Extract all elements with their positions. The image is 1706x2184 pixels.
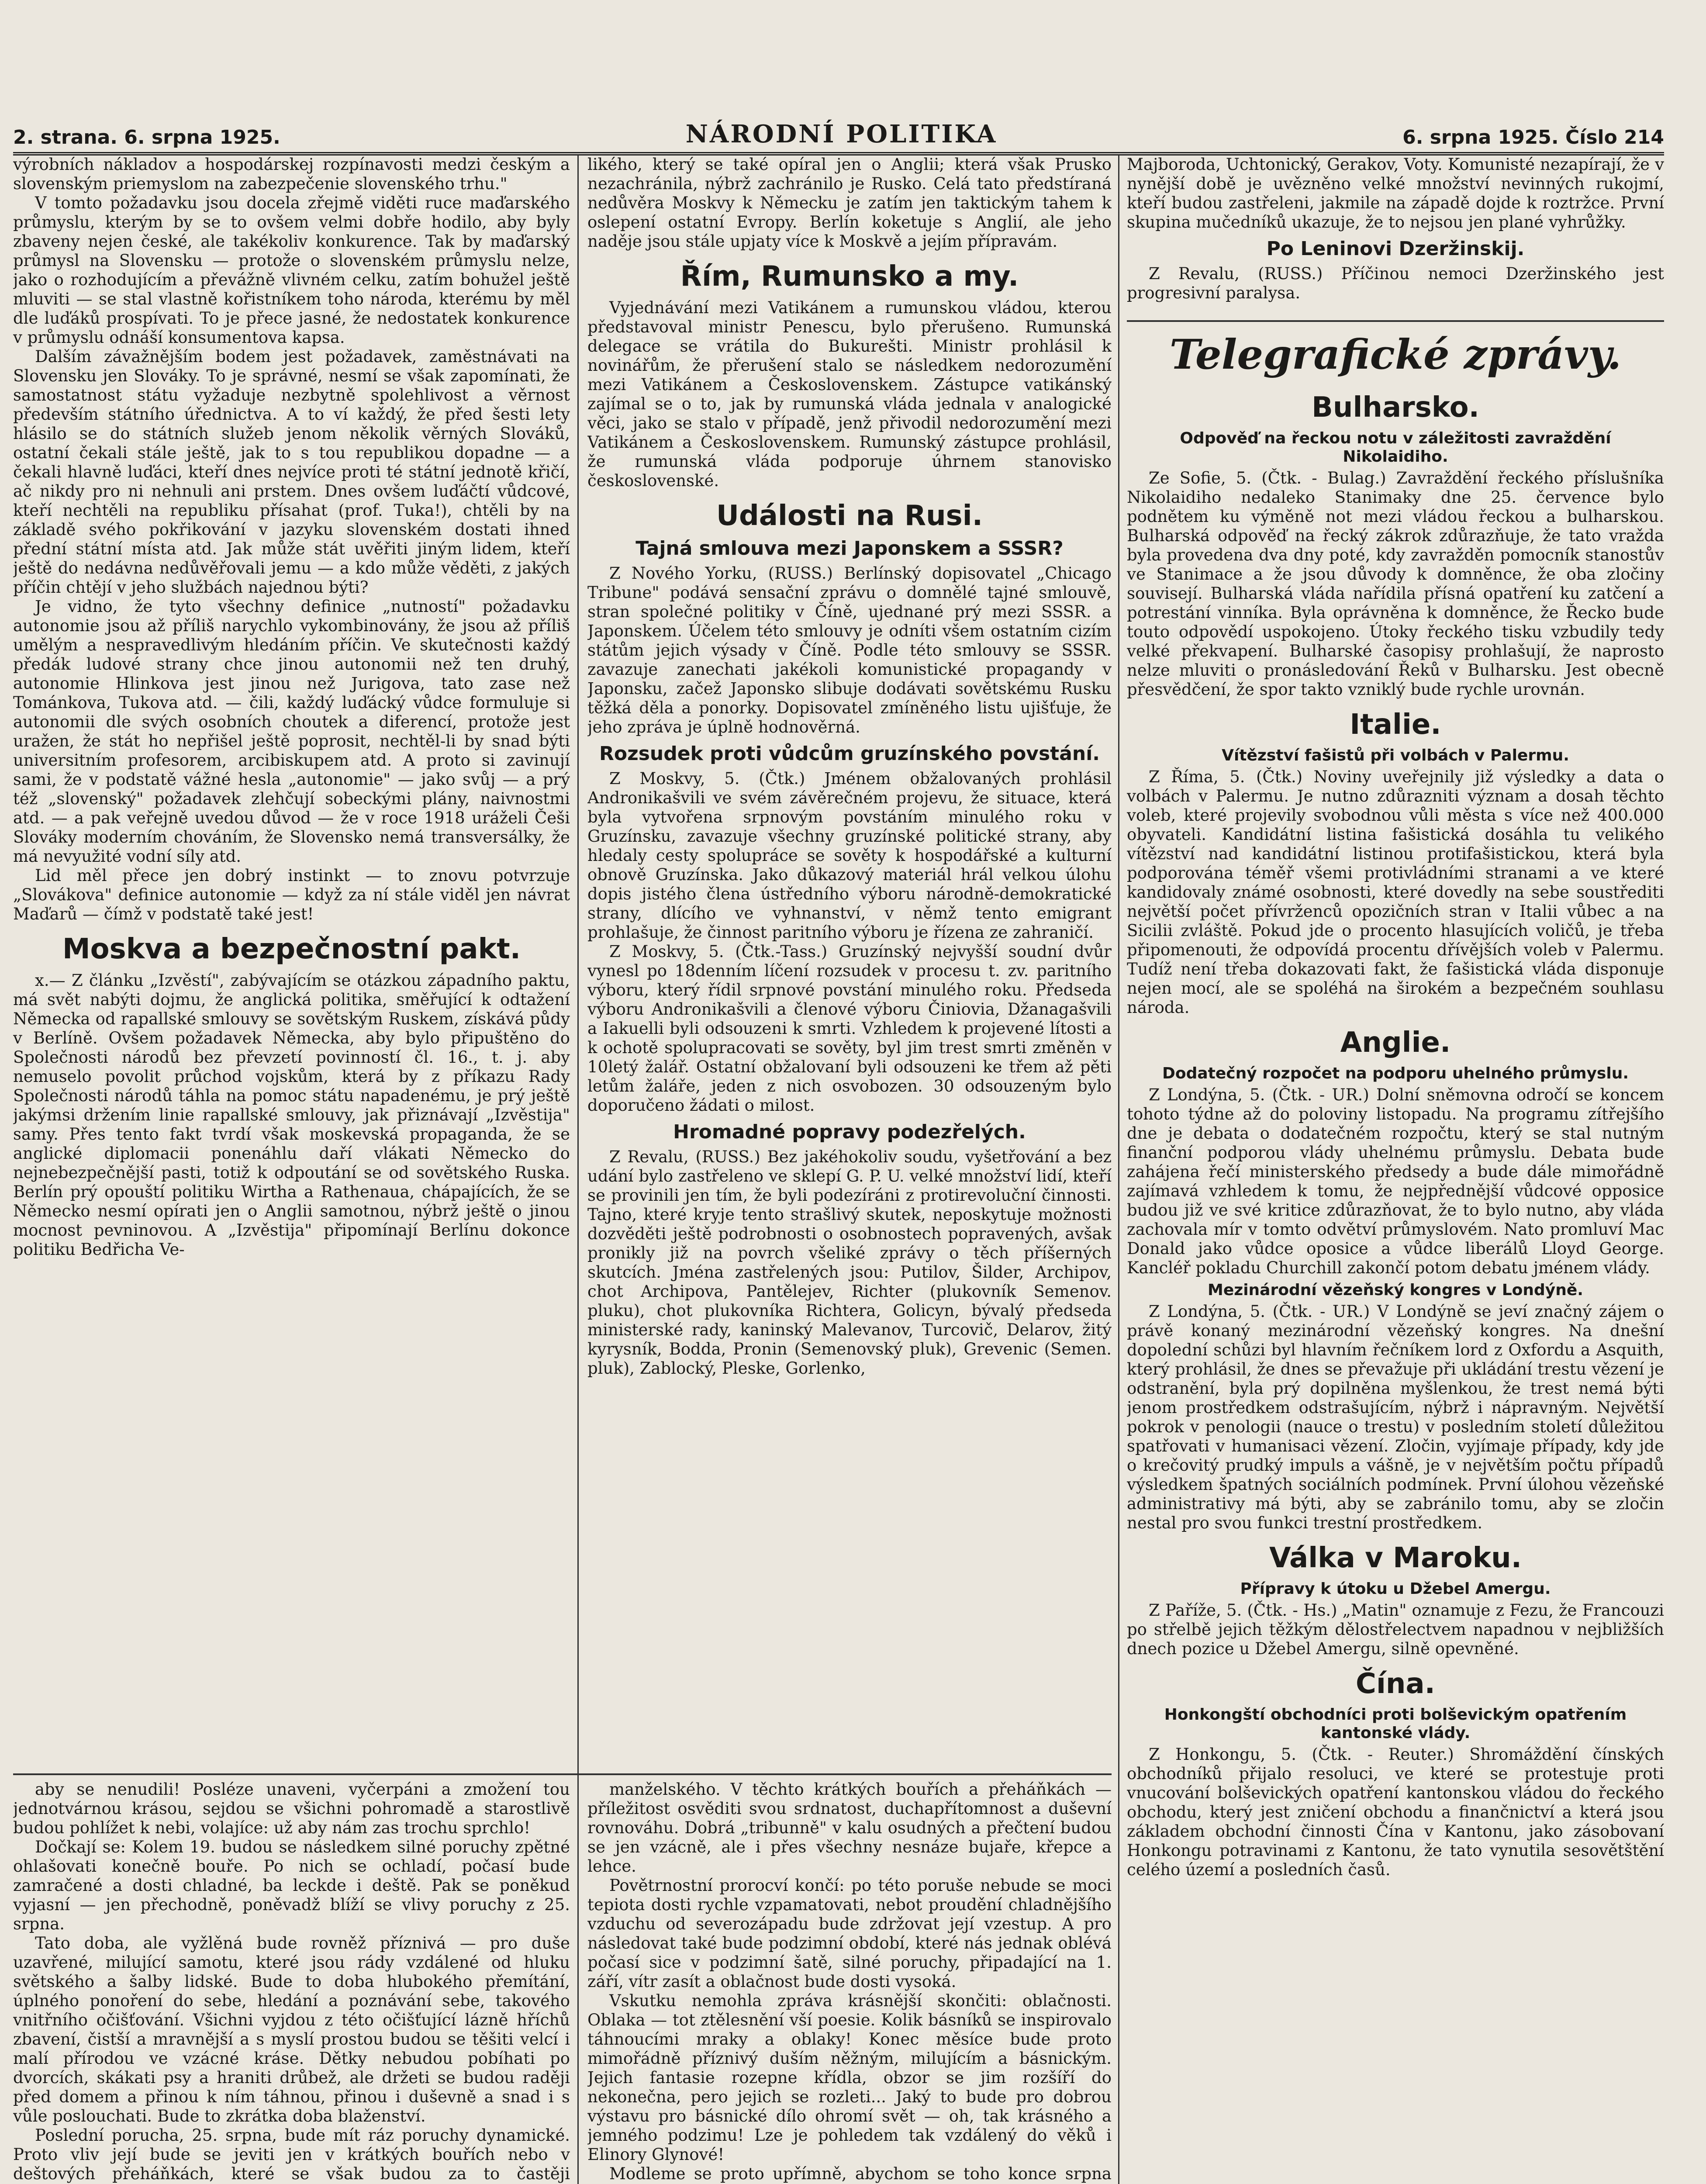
paragraph: Modleme se proto upřímně, abychom se toho konce srpna [609, 2164, 1112, 2183]
paragraph: Z Moskvy, 5. (Čtk.-Tass.) Gruzínský nejvyšší soudní dvůr vynesl po 18denním líčení rozsudek v procesu t. zv. paritního výboru, který řídil srpnové povstání minulého roku. Předseda výboru Andronikašvili a členové výboru Činiovia, Džanagašvili a Iakuelli byli odsouzeni k smrti. Vzhledem k projevené lítosti a k ochotě spolupracovati se sověty, byl jim trest smrti změněn v 10letý žalář. Ostatní obžalovaní byli odsouzeni ke třem až pěti letům žaláře, jeden z nich osvobozen. 30 odsouzeným bylo doporučeno žádati o milost. [587, 942, 1112, 1115]
masthead: NÁRODNÍ POLITIKA [685, 120, 998, 149]
paragraph: Dalším závažnějším bodem jest požadavek, zaměstnávati na Slovensku jen Slováky. To je správné, nesmí se však zapomínati, že samostatnost státu vyžaduje nezbytně spolehlivost a věrnost především státního úřednictva. A to ví každý, že před šesti lety hlásilo se do státních služeb jenom několik věrných Slováků, ostatní čekali stále ještě, jak to s tou republikou dopadne — a čekali hlavně luďáci, kteří dnes nejvíce proti té státní jednotě křičí, ač nikdy pro ni nehnuli ani prstem. Dnes ovšem luďáčtí vůdcové, kteří nechtěli na republiku přísahat (prof. Tuka!), chtěli by na základě svého pokřikování v jazyku slovenském dostati ihned přední státní místa atd. Jak může stát uvěřiti jiným lidem, kteří ještě do nedávna nedůvěřovali jemu — a kdo může věděti, z jakých příčin chtějí v jeho službách najednou býti? [13, 347, 570, 597]
paragraph: Povětrnostní prorocví končí: po této poruše nebude se moci tepiota dosti rychle vzpamatovati, nebot proudění chladnějšího vzduchu od severozápadu bude zdržovat její vzestup. A pro následovat také bude podzimní období, které nás jednak oblévá počasí sice v podzimní šatě, silné poruchy, připadající na 1. září, vítr zasít a oblačnost bude dosti vysoká. [587, 1876, 1112, 1991]
paragraph: V tomto požadavku jsou docela zřejmě viděti ruce maďarského průmyslu, kterým by se to ovšem velmi dobře hodilo, aby byly zbaveny nejen české, ale takékoliv konkurence. Tak by maďarský průmysl na Slovensku — protože o slovenském průmyslu nelze, jako o rozhodujícím a převážně vlivném celku, zatím bohužel ještě mluviti — se stal vlastně kořistníkem toho národa, kterému by měl dle luďáků prospívati. To je přece jasné, že nedostatek konkurence v průmyslu odnáší konsumentova kapsa. [13, 194, 570, 347]
country-headline: Anglie. [1340, 1026, 1451, 1059]
paragraph: aby se nenudili! Posléze unaveni, vyčerpáni a zmožení tou jednotvárnou krásou, sejdou se všichni pohromadě a starostlivě budou pohlížet k nebi, volajíce: už aby nám zas trochu sprchlo! [13, 1780, 570, 1837]
article-subheadline: Přípravy k útoku u Džebel Amergu. [1240, 1580, 1551, 1598]
article-subheadline: Vítězství fašistů při volbách v Palermu. [1222, 746, 1569, 764]
column-2 [587, 155, 1112, 1771]
section-headline: Události na Rusi. [716, 500, 983, 532]
column-rule-2 [1118, 155, 1119, 2184]
header-right: 6. srpna 1925. Číslo 214 [1402, 126, 1664, 149]
country-headline: Italie. [1350, 708, 1441, 741]
article-subheadline: Hromadné popravy podezřelých. [673, 1121, 1026, 1143]
paragraph: manželského. V těchto krátkých bouřích a přeháňkách — příležitost osvěditi svou srdnatost, duchapřítomnost a duševní rovnováhu. Dobrá „tribunně" v kalu osudných a přečtení budou se jen vzácně, ale i přes všechny nesnáze bujaře, křepce a lehce. [587, 1780, 1112, 1876]
paragraph: Dočkají se: Kolem 19. budou se následkem silné poruchy zpětné ohlašovati konečně bouře. Po nich se ochladí, počasí bude zamračené a dosti chladné, ba leckde i deště. Pak se poněkud vyjasní — jen přechodně, poněvadž blíží se vlivy poruchy z 25. srpna. [13, 1838, 570, 1933]
article-subheadline: Tajná smlouva mezi Japonskem a SSSR? [635, 537, 1064, 560]
paragraph: Lid měl přece jen dobrý instinkt — to znovu potvrzuje „Slovákova" definice autonomie — když za ní stále viděl jen návrat Maďarů — čímž v podstatě také jest! [13, 866, 570, 923]
column-3 [1127, 155, 1664, 2184]
article-headline: Moskva a bezpečnostní pakt. [62, 933, 521, 965]
page-header [13, 118, 1664, 156]
paragraph: Majboroda, Uchtonický, Gerakov, Voty. Komunisté nezapírají, že v nynější době je uvězněno velké množství nevinných rukojmí, kteří budou zastřeleni, jakmile na západě dojde k roztržce. První skupina mučedníků ukazuje, že to nejsou jen plané vyhrůžky. [1127, 155, 1664, 232]
paragraph: Ze Sofie, 5. (Čtk. - Bulag.) Zavraždění řeckého příslušníka Nikolaidiho nedaleko Stanimaky dne 25. července bylo podnětem ku výměně not mezi vládou řeckou a bulharskou. Bulharská odpověď na řecký zákrok zdůrazňuje, že tato vražda byla provedena dva dny poté, kdy zavražděn pomocník stanostův ve Stanimace a že jsou důvody k domněnce, že oba zločiny souvisejí. Bulharská vláda nařídila přísná opatření ku zatčení a potrestání vinníka. Byla oprávněna k domněnce, že Řecko bude touto odpovědí uspokojeno. Útoky řeckého tisku vzbudily tedy velké překvapení. Bulharské časopisy prohlašují, že naprosto nelze mluviti o pronásledování Řeků v Bulharsku. Jest obecně přesvědčení, že spor takto vzniklý bude rychle urovnán. [1127, 469, 1664, 699]
paragraph: Z Revalu, (RUSS.) Příčinou nemoci Dzeržinského jest progresivní paralysa. [1127, 264, 1664, 302]
paragraph: Je vidno, že tyto všechny definice „nutností" požadavku autonomie jsou až příliš narychlo vykombinovány, že jsou až příliš umělým a nespravedlivým hledáním příčin. Ve skutečnosti každý předák ludové strany chce jinou autonomii než ten druhý, autonomie Hlinkova jest jinou než Jurigova, tato zase než Tománkova, Tukova atd. — čili, každý luďácký vůdce formuluje si autonomii dle svých osobních choutek a diferencí, protože jest uražen, že stát ho nepřišel ještě poprosit, nechtěl-li by snad býti universitním profesorem, arcibiskupem atd. A proto si zavinují sami, že v podstatě vážné hesla „autonomie" — jako svůj — a prý též „slovenský" požadavek zlehčují sobeckými plány, naivnostmi atd. — a pak veřejně uvedou důvod — že v roce 1918 uráželi Češi Slováky moderním chováním, že Slovensko nemá transversálky, že má nevyužité vodní síly atd. [13, 597, 570, 866]
article-subheadline: Odpověď na řeckou notu v záležitosti zavraždění Nikolaidiho. [1180, 429, 1611, 466]
paragraph: Z Paříže, 5. (Čtk. - Hs.) „Matin" oznamuje z Fezu, že Francouzi po střelbě jejich těžkým dělostřelectvem napadnou v nejbližších dnech pozice u Džebel Amergu, silně opevněné. [1127, 1601, 1664, 1658]
column-1 [13, 155, 570, 1771]
article-subheadline: Honkongští obchodníci proti bolševickým opatřením kantonské vlády. [1164, 1706, 1627, 1742]
paragraph: Z Revalu, (RUSS.) Bez jakéhokoliv soudu, vyšetřování a bez udání bylo zastřeleno ve sklepí G. P. U. velké množství lidí, kteří se provinili jen tím, že byli podezíráni z protirevoluční činnosti. Tajno, které kryje tento strašlivý skutek, neposkytuje možnosti dozvěděti ještě podrobnosti o osobnostech popravených, avšak pronikly již na povrch všeliké zprávy o těch příšerných skutcích. Jména zastřelených jsou: Putilov, Šilder, Archipov, chot Archipova, Pantělejev, Richter (plukovník Semenov. pluku), chot plukovníka Richtera, Golicyn, bývalý předseda ministerské rady, kaninský Malevanov, Turcovič, Delarov, žitý kyrysník, Bodda, Pronin (Semenovský pluk), Grevenic (Semen. pluk), Zablocký, Pleske, Gorlenko, [587, 1147, 1112, 1378]
paragraph: Vyjednávání mezi Vatikánem a rumunskou vládou, kterou představoval ministr Penescu, bylo přerušeno. Rumunská delegace se vrátila do Bukurešti. Ministr prohlásil k novinářům, že přerušení stalo se následkem nedorozumění mezi Vatikánem a Československem. Zástupce vatikánský zajímal se o to, jak by rumunská vláda jednala v analogické věci, jako se stalo v případě, jenž přivodil nedorozumění mezi Vatikánem a Československem. Rumunský zástupce prohlásil, že rumunská vláda podporuje úhrnem stanovisko československé. [587, 298, 1112, 490]
paragraph: Z Londýna, 5. (Čtk. - UR.) V Londýně se jeví značný zájem o právě konaný mezinárodní vězeňský kongres. Na dnešní dopolední schůzi byl hlavním řečníkem lord z Oxfordu a Asquith, který prohlásil, že dnes se převažuje při ukládání trestu vězení je odstranění, byla prý dopilněna myšlenkou, že trest nemá býti jenom prostředkem odstrašujícím, nýbrž i nápravným. Největší pokrok v penologii (nauce o trestu) v posledním století důležitou spatřovati v humanisaci vězení. Zločin, vyjímaje případy, kdy jde o krečovitý prudký impuls a vášně, je v největším počtu případů výsledkem špatných sociálních podmínek. První úlohou vězeňské administrativy má býti, aby se zabránilo tomu, aby se zločin nestal pro svou funkci trestní prostředkem. [1127, 1302, 1664, 1532]
article-subheadline: Po Leninovi Dzeržinskij. [1266, 238, 1525, 260]
paragraph: Tato doba, ale vyžlěná bude rovněž příznivá — pro duše uzavřené, milující samotu, které jsou rády vzdálené od hluku světského a šalby lidské. Bude to doba hlubokého přemítání, úplného ponoření do sebe, hledání a poznávání sebe, takového vnitřního očišťování. Všichni vyjdou z této očišťující lázně hříchů zbavení, čistší a mravnější a s myslí prostou budou se těšiti velcí i malí přírodou ve vzácné kráse. Dětky nebudou pobíhati po dvorcích, skákati psy a hraniti drůbež, ale držeti se budou raději před domem a přinou k ním táhnou, přinou i duševně a snad i s vůle poslouchati. Bude to zkrátka doba blaženství. [13, 1934, 570, 2125]
article-subheadline: Mezinárodní vězeňský kongres v Londýně. [1208, 1281, 1583, 1299]
paragraph: Z Londýna, 5. (Čtk. - UR.) Dolní sněmovna odročí se koncem tohoto týdne až do poloviny listopadu. Na programu zítřejšího dne je debata o dodatečném rozpočtu, který se stal nutným finanční podporou vlády uhelnému průmyslu. Debata bude zahájena řečí ministerského předsedy a bude dále mimořádně zajímavá vzhledem k tomu, že nejpřednější vůdcové opposice budou již ve své kritice zdůrazňovat, že to bylo nutno, aby vláda zachovala mír v tomto odvětví průmyslovém. Nato promluví Mac Donald jako vůdce oposice a vůdce liberálů Lloyd George. Kancléř pokladu Churchill zakončí potom debatu jménem vlády. [1127, 1085, 1664, 1277]
feuilleton-column-1 [13, 1780, 570, 2184]
paragraph: x.— Z článku „Izvěstí", zabývajícím se otázkou západního paktu, má svět nabýti dojmu, že anglická politika, směřující k odtažení Německa od rapallské smlouvy se sovětským Ruskem, získává půdy v Berlíně. Ovšem požadavek Německa, aby bylo připuštěno do Společnosti národů bez převzetí povinností čl. 16., t. j. aby nemuselo povolit průchod vojskům, která by z příkazu Rady Společnosti národů táhla na pomoc státu napadenému, je prý ještě jakýmsi držením linie rapallské smlouvy, jak přiznávají „Izvěstija" samy. Přes tento fakt tvrdí však moskevská propaganda, že se anglické diplomacii ponenáhlu daří vlákati Německo do nejnebezpečnější pasti, totiž k odpoutání se od sovětského Ruska. Berlín prý opouští politiku Wirtha a Rathenaua, chápajících, že se Německo nesmí opírati jen o Anglii samotnou, nýbrž ještě o jinou mocnost pevninovou. A „Izvěstija" připomínají Berlínu dokonce politiku Bedřicha Ve- [13, 971, 570, 1259]
article-headline: Řím, Rumunsko a my. [680, 260, 1019, 293]
column-rule-1 [577, 155, 579, 2184]
feuilleton-column-2 [587, 1780, 1112, 2184]
paragraph: Z Říma, 5. (Čtk.) Noviny uveřejnily již výsledky a data o volbách v Palermu. Je nutno zdůrazniti význam a dosah těchto voleb, které projevily svobodnou vůli města s více než 400.000 obyvateli. Kandidátní listina fašistická dosáhla tu velikého vítězství nad kandidátní listinou protifašistickou, která byla podporována téměř všemi protivládními stranami a ve které kandidovaly známé osobnosti, které dovedly na sebe soustřediti největší počet přívrženců opozičních stran v Italii vůbec a na Sicilii zvláště. Pokud jde o procento hlasujících voličů, je třeba připomenouti, že odpovídá procentu dřívějších voleb v Palermu. Tudíž není třeba dokazovati fakt, že fašistická vláda disponuje nejen mocí, ale se spoléhá na širokém a bezpečném souhlasu národa. [1127, 767, 1664, 1017]
header-left: 2. strana. 6. srpna 1925. [13, 126, 280, 149]
paragraph: Z Nového Yorku, (RUSS.) Berlínský dopisovatel „Chicago Tribune" podává sensační zprávu o domnělé tajné smlouvě, stran společné politiky v Číně, ujednané prý mezi SSSR. a Japonskem. Účelem této smlouvy je odníti všem ostatním cizím státům jejich výsady v Číně. Podle této smlouvy se SSSR. zavazuje zanechati jakékoli komunistické propagandy v Japonsku, začež Japonsko slibuje dodávati sovětskému Rusku těžká děla a ponorky. Dopisovatel zmíněného listu ujišťuje, že jeho zpráva je úplně hodnověrná. [587, 564, 1112, 736]
section-rule [13, 1773, 1112, 1775]
paragraph: Vskutku nemohla zpráva krásnější skončiti: oblačnosti. Oblaka — tot ztělesnění vší poesie. Kolik básníků se inspirovalo táhnoucími mraky a oblaky! Konec měsíce bude proto mimořádně příznivý duším něžným, milujícím a básnickým. Jejich fantasie rozepne křídla, obzor se jim rozšíří do nekonečna, pero jejich se rozleti... Jaký to bude pro dobrou výstavu pro básnické dílo ohromí svět — oh, tak krásného a jemného podzimu! Lze je pohledem tak vzdálený do věků i Elinory Glynové! [587, 1991, 1112, 2164]
country-headline: Bulharsko. [1312, 391, 1479, 424]
country-headline: Čína. [1356, 1668, 1435, 1700]
paragraph: výrobních nákladov a hospodárskej rozpínavosti medzi českým a slovenským priemyslom na zabezpečenie slovenského trhu." [13, 155, 570, 193]
section-title: Telegrafické zprávy. [1127, 320, 1664, 379]
article-subheadline: Dodatečný rozpočet na podporu uhelného průmyslu. [1162, 1064, 1629, 1082]
paragraph: Z Honkongu, 5. (Čtk. - Reuter.) Shromáždění čínských obchodníků přijalo resoluci, ve které se protestuje proti vnucování bolševických opatření kantonskou vládou do řeckého obchodu, který jest zničení obchodu a finančnictví a která jsou základem obchodní činnosti Čína v Kantonu, jako zásobovaní Honkongu potravinami z Kantonu, že tato vynutila sesovětštění celého území a posledních časů. [1127, 1745, 1664, 1879]
country-headline: Válka v Maroku. [1269, 1542, 1522, 1574]
paragraph: Z Moskvy, 5. (Čtk.) Jménem obžalovaných prohlásil Andronikašvili ve svém závěrečném projevu, že situace, která byla vytvořena srpnovým povstáním minulého roku v Gruzínsku, zavazuje všechny gruzínské politické strany, aby hledaly cesty spolupráce se sověty k hospodářské a kulturní obnově Gruzínska. Jako důkazový materiál hrál velkou úlohu dopis jistého člena ústředního výboru národně-demokratické strany, dlícího ve vyhnanství, v němž tento emigrant prohlašuje, že činnost paritního výboru je řízena ze zahraničí. [587, 769, 1112, 942]
paragraph: Poslední porucha, 25. srpna, bude mít ráz poruchy dynamické. Proto vliv její bude se jeviti jen v krátkých bouřích nebo v deštových přeháňkách, které se však budou za to častěji [13, 2126, 570, 2183]
article-subheadline: Rozsudek proti vůdcům gruzínského povstání. [599, 743, 1100, 765]
paragraph: likého, který se také opíral jen o Anglii; která však Prusko nezachránila, nýbrž zachránilo je Rusko. Celá tato předstíraná nedůvěra Moskvy k Německu je zatím jen taktickým tahem k oslepení ostatní Evropy. Berlín koketuje s Anglií, ale jeho naděje jsou stále upjaty více k Moskvě a jejím přípravám. [587, 155, 1112, 251]
